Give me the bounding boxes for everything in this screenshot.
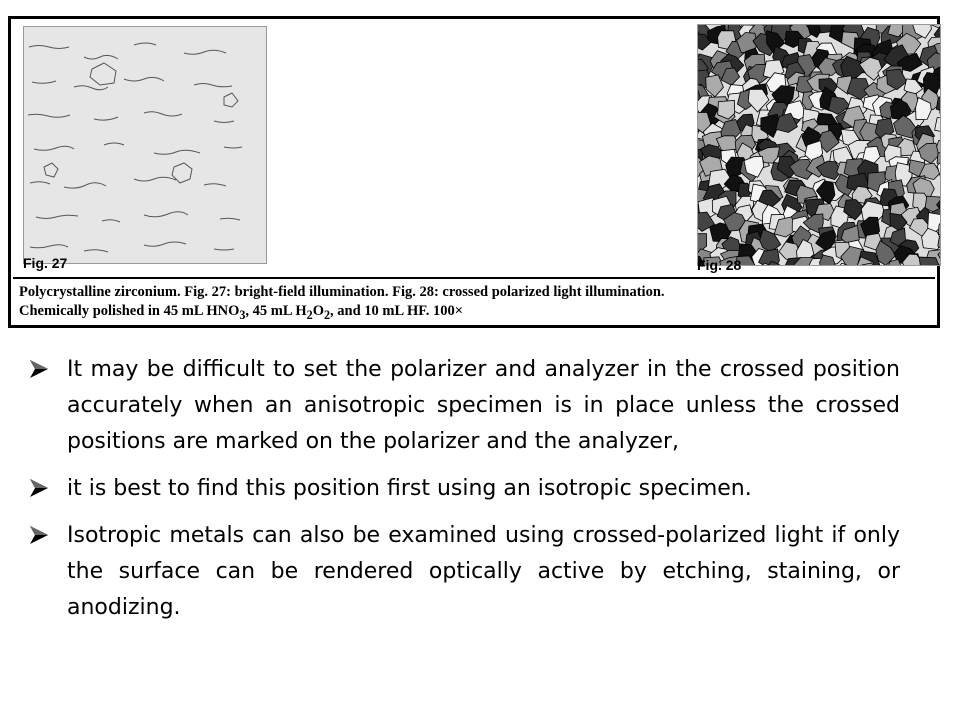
caption-line-2: Chemically polished in 45 mL $HNO_3$, 45 mL $H_2O_2$, and 10 mL HF. 100× <box>19 303 464 322</box>
fig27-label: Fig. 27 <box>23 255 68 271</box>
list-item <box>30 352 900 460</box>
bullet-text: It may be difficult to set the polarizer and analyzer in the crossed position accurately when an anisotropic specimen is in place unless the crossed positions are marked on the polarizer and the analyzer, <box>67 357 900 454</box>
list-item <box>30 518 900 626</box>
polarized-grain-texture <box>698 25 940 265</box>
arrow-bullet-icon <box>30 479 48 497</box>
fig28-label: Fig. 28 <box>697 257 742 273</box>
micrograph-fig27-bright-field <box>23 26 267 264</box>
arrow-bullet-icon <box>30 360 48 378</box>
figure-caption <box>19 283 935 325</box>
caption-divider <box>13 277 935 279</box>
bullet-text: it is best to find this position first using an isotropic specimen. <box>67 476 752 501</box>
list-item <box>30 471 900 507</box>
micrograph-fig28-crossed-polarized <box>697 24 941 266</box>
bullet-list <box>30 352 900 637</box>
caption-line-1: Polycrystalline zirconium. Fig. 27: bright-field illumination. Fig. 28: crossed polarized light illumination. <box>19 284 665 300</box>
bright-field-texture <box>24 27 266 263</box>
arrow-bullet-icon <box>30 526 48 544</box>
figure-box <box>8 16 940 328</box>
bullet-text: Isotropic metals can also be examined using crossed-polarized light if only the surface can be rendered optically active by etching, staining, or anodizing. <box>67 523 900 620</box>
